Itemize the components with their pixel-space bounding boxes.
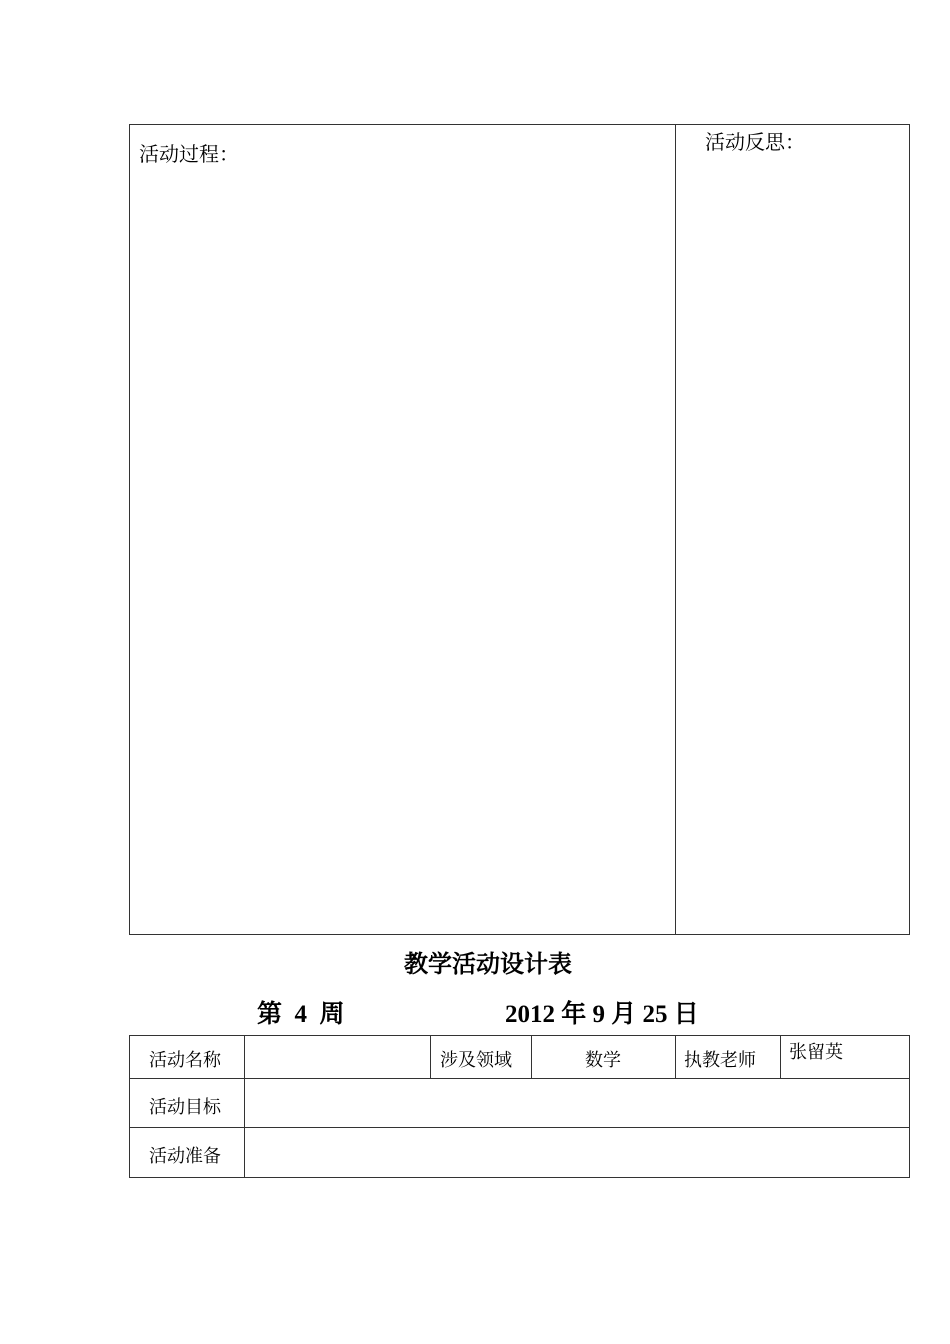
- column-divider: [675, 124, 676, 935]
- teacher-value[interactable]: 张留英: [789, 1042, 843, 1063]
- teacher-label: 执教老师: [684, 1050, 756, 1071]
- reflection-label: 活动反思：: [705, 130, 805, 154]
- column-divider: [244, 1035, 245, 1178]
- activity-name-label: 活动名称: [149, 1050, 221, 1071]
- column-divider: [780, 1035, 781, 1078]
- row-divider: [129, 1078, 910, 1079]
- document-title: 教学活动设计表: [404, 949, 572, 978]
- week-number: 第 4 周: [257, 1001, 345, 1028]
- process-label: 活动过程：: [139, 142, 239, 166]
- row-divider: [129, 1127, 910, 1128]
- goal-label: 活动目标: [149, 1097, 221, 1118]
- domain-value[interactable]: 数学: [585, 1050, 621, 1071]
- column-divider: [430, 1035, 431, 1078]
- column-divider: [675, 1035, 676, 1078]
- date: 2012 年 9 月 25 日: [505, 1001, 699, 1028]
- prep-label: 活动准备: [149, 1146, 221, 1167]
- domain-label: 涉及领域: [440, 1050, 512, 1071]
- process-reflection-table: [129, 124, 910, 935]
